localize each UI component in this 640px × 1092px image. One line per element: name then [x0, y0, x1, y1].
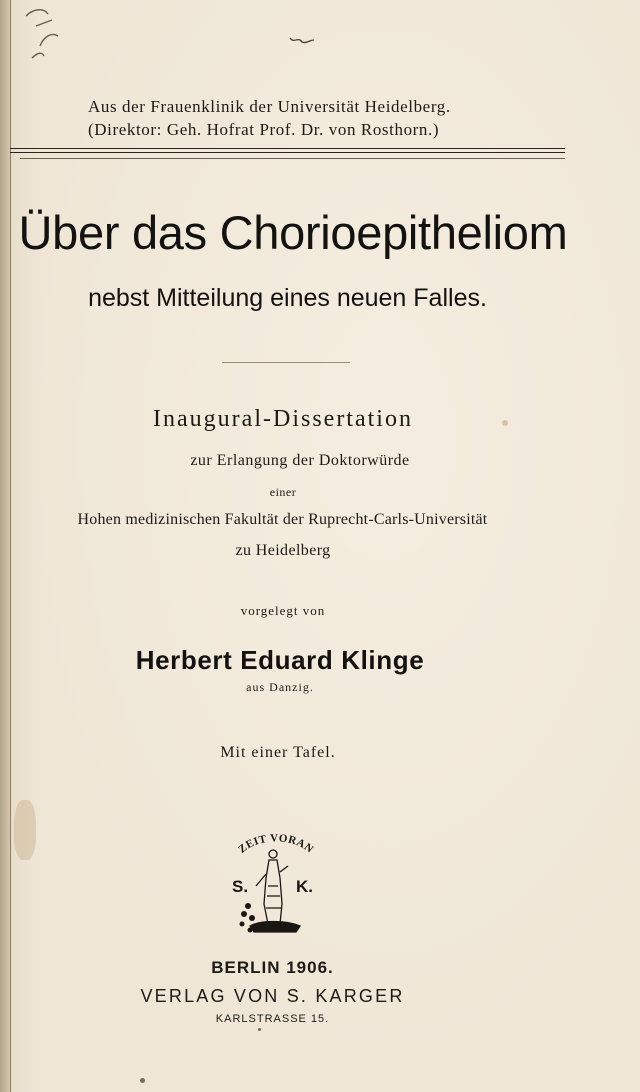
publisher-emblem-icon [226, 826, 326, 944]
page-subtitle: nebst Mitteilung eines neuen Falles. [88, 284, 487, 312]
publisher-city-year: BERLIN 1906. [211, 958, 334, 977]
divider [10, 148, 565, 149]
divider [222, 362, 350, 363]
emblem-motto: ZEIT VORAN [236, 832, 316, 856]
divider [20, 158, 565, 159]
emblem-letter-right: K. [296, 877, 313, 896]
institute-line: Aus der Frauenklinik der Universität Heidelberg. [88, 97, 451, 116]
pencil-mark-icon [22, 6, 70, 66]
paper-stain [14, 800, 36, 860]
emblem-letter-left: S. [232, 877, 249, 896]
director-line: (Direktor: Geh. Hofrat Prof. Dr. von Rosthorn.) [88, 120, 440, 139]
author-origin: aus Danzig. [246, 680, 314, 694]
publisher-name: VERLAG VON S. KARGER [140, 986, 405, 1006]
plates-note: Mit einer Tafel. [220, 744, 336, 761]
page-title: Über das Chorioepitheliom [18, 206, 568, 259]
dissertation-line: Hohen medizinischen Fakultät der Ruprecht-Carls-Universität [77, 511, 488, 528]
paper-stain [502, 420, 508, 426]
dissertation-heading: Inaugural-Dissertation [153, 406, 413, 432]
paper-speck [140, 1078, 145, 1083]
presented-by: vorgelegt von [240, 603, 326, 618]
paper-speck [258, 1028, 261, 1031]
dissertation-line: einer [269, 485, 297, 499]
divider [10, 152, 565, 153]
dissertation-line: zur Erlangung der Doktorwürde [190, 452, 410, 469]
publisher-address: KARLSTRASSE 15. [215, 1013, 330, 1025]
dissertation-line: zu Heidelberg [235, 542, 331, 559]
author-name: Herbert Eduard Klinge [135, 645, 425, 675]
pencil-mark-icon [288, 34, 316, 46]
